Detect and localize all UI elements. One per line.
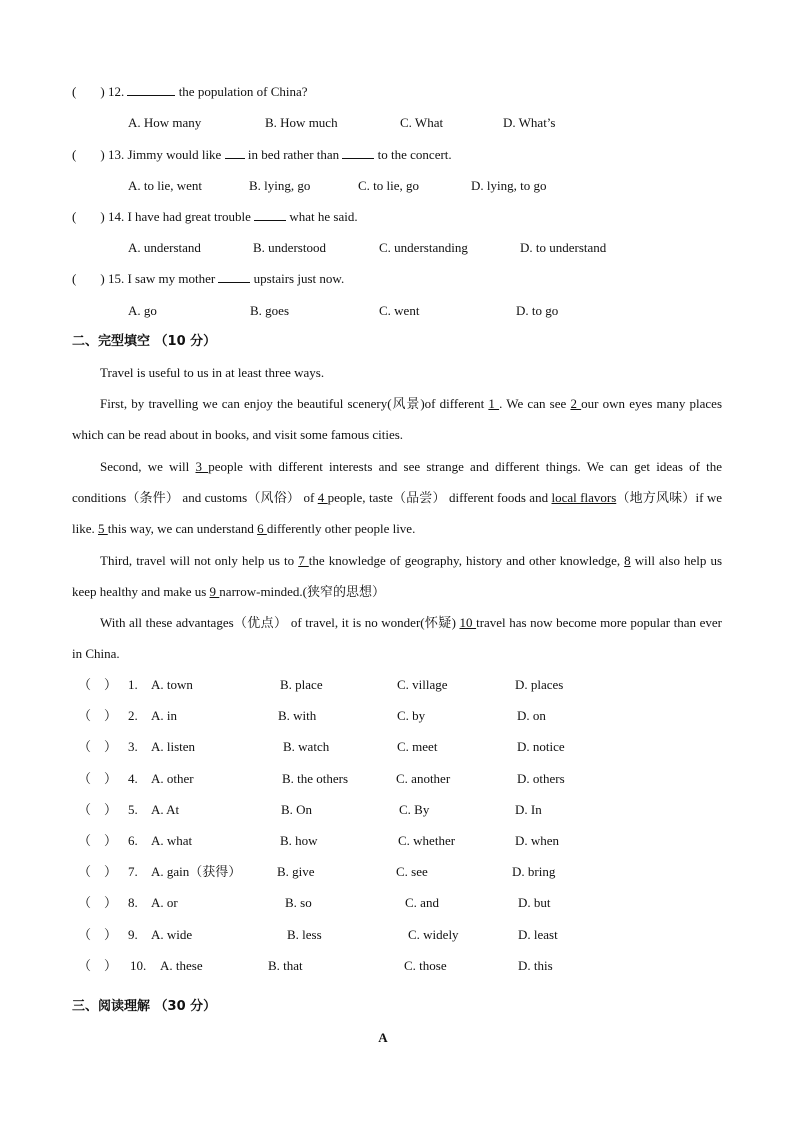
passage-text: （地方风味）if we like. <box>72 490 722 536</box>
option-c: C. those <box>404 957 447 973</box>
option-a: A. other <box>151 770 194 786</box>
paren-close: ） <box>104 957 118 973</box>
cloze-question-number: 8. <box>128 895 138 911</box>
option-c: C. another <box>396 770 451 786</box>
option-d: D. on <box>517 708 546 724</box>
question-text: the population of China? <box>178 84 308 99</box>
option-d: D. notice <box>517 739 565 755</box>
cloze-blank-7[interactable]: 7 <box>298 553 309 568</box>
option-b: B. goes <box>250 303 289 318</box>
paren-open: （ <box>78 833 92 848</box>
option-a: A. to lie, went <box>128 178 203 193</box>
option-a: A. At <box>151 801 180 817</box>
cloze-question-number: 10. <box>130 957 147 973</box>
option-d: D. least <box>518 926 558 942</box>
paren-open: （ <box>78 801 92 817</box>
passage-text: First, by travelling we can enjoy the beautiful scenery( <box>100 396 392 411</box>
option-b: B. place <box>280 677 323 692</box>
cloze-blank-4[interactable]: 4 <box>317 490 328 505</box>
passage-label: A <box>378 1030 388 1045</box>
paren-close: ) <box>100 271 105 286</box>
question-stem <box>72 84 308 100</box>
option-a: A. or <box>151 895 178 911</box>
option-b: B. so <box>285 895 312 911</box>
cloze-blank-2[interactable]: 2 <box>570 396 582 411</box>
paren-close: ） <box>104 677 118 692</box>
option-b: B. with <box>278 708 317 724</box>
cloze-blank-10[interactable]: 10 <box>459 615 477 630</box>
option-d: D. places <box>515 677 564 692</box>
option-b: B. How much <box>265 115 338 130</box>
paren-open: （ <box>78 770 92 786</box>
option-a: A. listen <box>151 739 196 755</box>
paren-close: ） <box>104 770 118 786</box>
option-a: A. what <box>151 833 193 848</box>
option-d: D. this <box>518 957 553 973</box>
paren-close: ） <box>104 895 118 911</box>
option-d: D. What’s <box>503 115 556 130</box>
passage-text: the knowledge of geography, history and other knowledge, <box>308 553 621 568</box>
paren-open: （ <box>78 708 92 724</box>
option-d: D. bring <box>512 864 556 880</box>
option-c: C. and <box>405 895 439 911</box>
option-a: A. gain（获得） <box>151 864 242 880</box>
option-a: A. How many <box>128 115 202 130</box>
option-a: A. understand <box>128 240 201 255</box>
option-a: A. in <box>151 708 177 724</box>
paren-open: ( <box>72 271 77 286</box>
passage-text: people, taste（品尝） different foods and <box>327 490 549 505</box>
option-c: C. by <box>397 708 426 724</box>
answer-blank[interactable] <box>225 158 245 159</box>
underlined-phrase: local flavors <box>551 490 617 505</box>
answer-blank[interactable] <box>127 95 175 96</box>
passage-paragraph <box>72 545 722 607</box>
cloze-blank-1[interactable]: 1 <box>488 396 500 411</box>
cloze-blank-3[interactable]: 3 <box>195 459 209 474</box>
option-c: C. to lie, go <box>358 178 420 193</box>
option-d: D. to go <box>516 303 559 318</box>
option-d: D. but <box>518 895 551 911</box>
option-a: A. town <box>151 677 193 692</box>
cloze-question-number: 3. <box>128 739 138 755</box>
question-number: 12. <box>107 84 125 99</box>
question-text: Jimmy would like <box>127 147 222 162</box>
option-d: D. when <box>515 833 560 848</box>
passage-text: Second, we will <box>100 459 190 474</box>
paren-open: （ <box>78 864 92 880</box>
paren-close: ) <box>100 84 105 99</box>
answer-blank[interactable] <box>218 282 250 283</box>
option-d: D. to understand <box>520 240 607 255</box>
option-b: B. understood <box>253 240 326 255</box>
option-b: B. less <box>287 926 322 942</box>
option-c: C. see <box>396 864 428 880</box>
passage-text: Third, travel will not only help us to <box>100 553 295 568</box>
passage-paragraph: Travel is useful to us in at least three ways. <box>100 365 325 380</box>
option-a: A. wide <box>151 926 193 942</box>
passage-text: . We can see <box>499 396 567 411</box>
paren-open: ( <box>72 147 77 162</box>
passage-text: this way, we can understand <box>107 521 254 536</box>
passage-paragraph <box>72 451 722 544</box>
question-number: 13. <box>107 147 125 162</box>
cloze-blank-9[interactable]: 9 <box>209 584 220 599</box>
option-c: C. went <box>379 303 420 318</box>
passage-text: 风景 <box>391 396 421 411</box>
option-b: B. give <box>277 864 315 880</box>
question-text: upstairs just now. <box>253 271 345 286</box>
paren-close: ) <box>100 147 105 162</box>
passage-text: will also help us keep healthy and make us <box>72 553 723 599</box>
question-number: 14. <box>107 209 125 224</box>
option-d: D. In <box>515 801 542 817</box>
paren-open: ( <box>72 84 77 99</box>
paren-open: ( <box>72 209 77 224</box>
cloze-question-number: 6. <box>128 833 138 848</box>
passage-paragraph <box>72 388 722 450</box>
question-stem <box>72 209 358 225</box>
paren-close: ） <box>104 864 118 880</box>
passage-text: With all these advantages（优点） of travel, it is no wonder(怀疑) <box>100 615 456 630</box>
section-title: 二、完型填空 （10 分） <box>72 334 217 349</box>
option-c: C. whether <box>398 833 456 848</box>
option-a: A. go <box>128 303 157 318</box>
cloze-question-number: 7. <box>128 864 138 880</box>
paren-close: ) <box>100 209 105 224</box>
paren-close: ） <box>104 708 118 724</box>
question-number: 15. <box>107 271 125 286</box>
paren-close: ） <box>104 833 118 848</box>
passage-text: )of different <box>420 396 485 411</box>
cloze-question-number: 1. <box>128 677 138 692</box>
cloze-blank-6[interactable]: 6 <box>257 521 267 536</box>
passage-paragraph <box>72 607 722 669</box>
question-text: I have had great trouble <box>127 209 251 224</box>
option-b: B. watch <box>283 739 330 755</box>
option-b: B. On <box>281 801 313 817</box>
option-c: C. By <box>399 801 430 817</box>
option-b: B. that <box>268 957 303 973</box>
paren-open: （ <box>78 739 92 755</box>
cloze-question-number: 2. <box>128 708 138 724</box>
paren-close: ） <box>104 801 118 817</box>
paren-close: ） <box>104 926 118 942</box>
paren-close: ） <box>104 739 118 755</box>
answer-blank[interactable] <box>342 158 374 159</box>
option-c: C. understanding <box>379 240 468 255</box>
option-a: A. these <box>160 957 203 973</box>
question-stem <box>72 147 452 163</box>
paren-open: （ <box>78 677 92 692</box>
cloze-question-number: 5. <box>128 801 138 817</box>
paren-open: （ <box>78 895 92 911</box>
answer-blank[interactable] <box>254 220 286 221</box>
option-c: C. widely <box>408 926 459 942</box>
question-text: I saw my mother <box>127 271 216 286</box>
passage-text: differently other people live. <box>266 521 416 536</box>
passage-text: people with different interests and see strange and different things. We can get ideas of the conditions（条件） and customs（风俗） of <box>72 459 723 505</box>
paren-open: （ <box>78 957 92 973</box>
cloze-blank-5[interactable]: 5 <box>98 521 108 536</box>
question-text: what he said. <box>289 209 358 224</box>
cloze-blank-8[interactable]: 8 <box>624 553 631 568</box>
option-b: B. lying, go <box>249 178 311 193</box>
passage-text: narrow-minded.(狭窄的思想） <box>219 584 386 599</box>
option-d: D. others <box>517 770 565 786</box>
question-text: to the concert. <box>377 147 452 162</box>
question-stem <box>72 271 344 287</box>
option-b: B. the others <box>282 770 349 786</box>
section-title: 三、阅读理解 （30 分） <box>72 999 217 1014</box>
cloze-question-number: 9. <box>128 926 138 942</box>
paren-open: （ <box>78 926 92 942</box>
option-d: D. lying, to go <box>471 178 547 193</box>
cloze-question-number: 4. <box>128 770 138 786</box>
option-b: B. how <box>280 833 318 848</box>
passage-text: our own eyes many places which can be read about in books, and visit some famous cities. <box>72 396 723 442</box>
question-text: in bed rather than <box>247 147 340 162</box>
option-c: C. village <box>397 677 448 692</box>
option-c: C. What <box>400 115 444 130</box>
option-c: C. meet <box>397 739 438 755</box>
passage-text: travel has now become more popular than ever in China. <box>72 615 723 661</box>
